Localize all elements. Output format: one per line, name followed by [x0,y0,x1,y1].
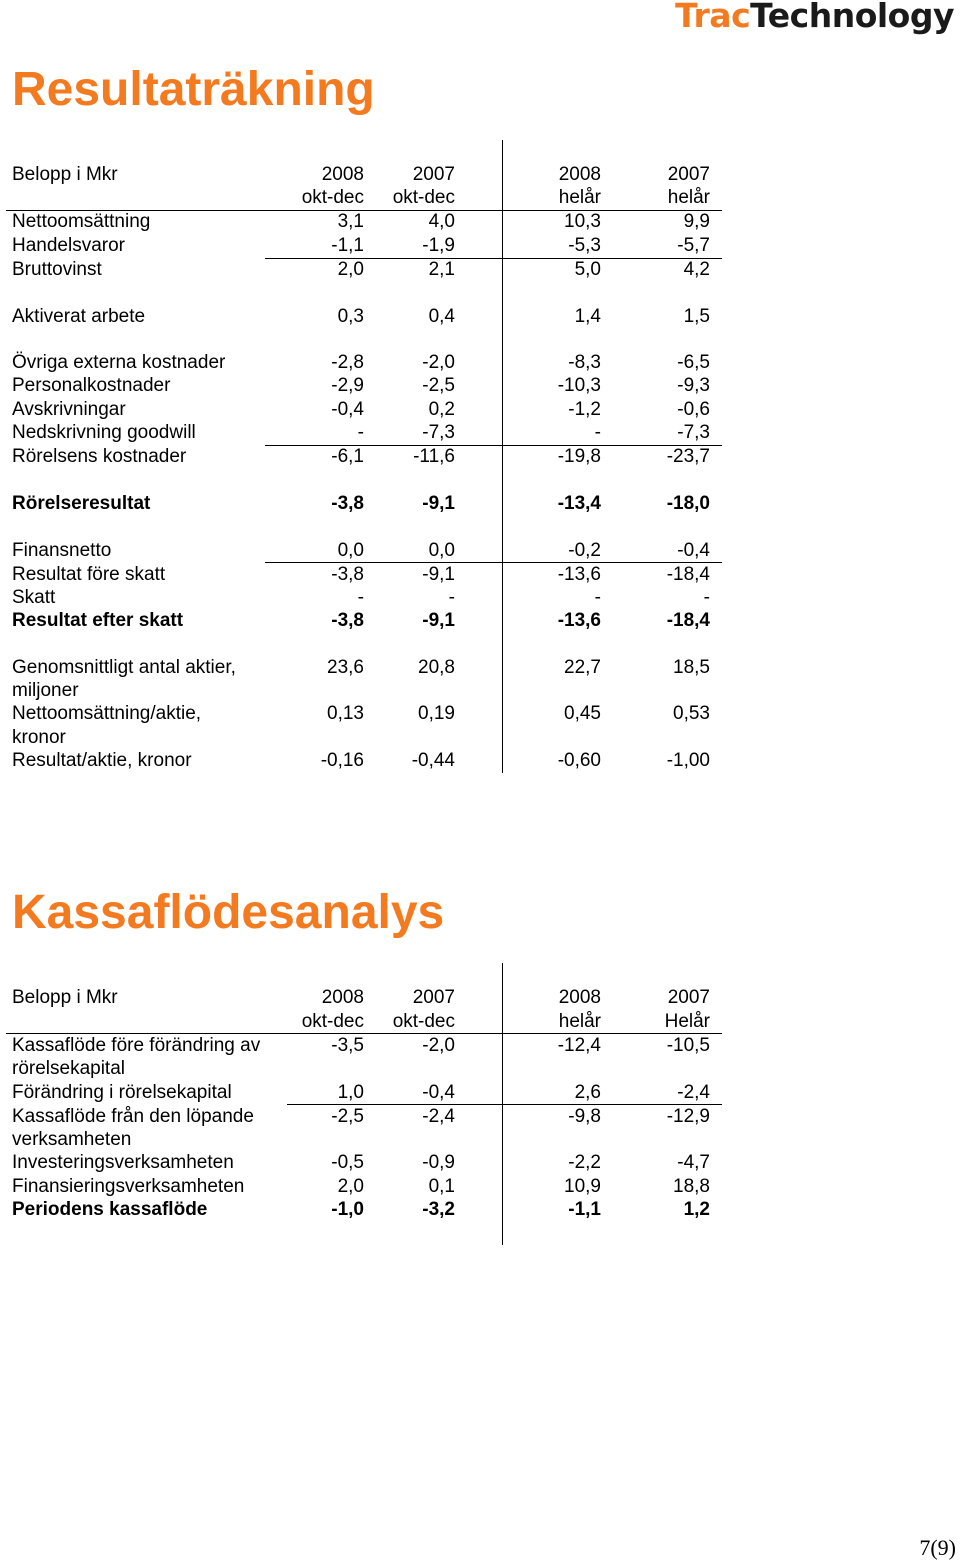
cell-2007-oktdec: -2,5 [422,375,455,396]
cell-2008-oktdec: -2,5 [331,1106,364,1127]
cell-2008-helar: -2,2 [568,1152,601,1173]
cell-2007-oktdec: -2,0 [422,1035,455,1056]
cell-2007-helar: 18,5 [673,657,710,678]
income-header-period-col2: okt-dec [392,187,455,208]
row-label: Resultat före skatt [12,564,166,585]
cell-2007-oktdec: 0,2 [428,399,455,420]
cashflow-header-row-1 [0,986,960,1010]
cell-2008-oktdec: -2,8 [331,352,364,373]
row-label: Genomsnittligt antal aktier, [12,657,236,678]
income-row [0,374,960,398]
cell-2008-helar: -1,2 [568,399,601,420]
cell-2008-helar: -12,4 [557,1035,601,1056]
row-label: Aktiverat arbete [12,306,146,327]
cell-2008-oktdec: -1,0 [331,1199,364,1220]
tractechnology-logo [675,0,954,35]
row-label: Förändring i rörelsekapital [12,1082,232,1103]
cell-2007-oktdec: 2,1 [428,259,455,280]
cell-2008-oktdec: -3,5 [331,1035,364,1056]
cashflow-row [0,1175,960,1199]
cell-2008-oktdec: 23,6 [327,657,364,678]
row-label: Nedskrivning goodwill [12,422,196,443]
row-label: Finansieringsverksamheten [12,1176,245,1197]
cell-2008-oktdec: - [357,422,364,443]
cell-2008-helar: -13,6 [557,610,601,631]
cell-2008-oktdec: -0,4 [331,399,364,420]
income-row-continuation [0,679,960,703]
cell-2008-oktdec: -0,16 [320,750,364,771]
cell-2008-helar: -8,3 [568,352,601,373]
cell-2008-oktdec: -0,5 [331,1152,364,1173]
income-header-label: Belopp i Mkr [12,164,118,185]
cell-2008-oktdec: 3,1 [337,211,364,232]
cashflow-header-period-col2: okt-dec [392,1011,455,1032]
row-label-continuation: verksamheten [12,1129,132,1150]
cell-2008-oktdec: 1,0 [337,1082,364,1103]
cell-2007-oktdec: -11,6 [413,446,455,467]
cell-2008-helar: -5,3 [568,235,601,256]
income-header-col1: 2008 [321,164,364,185]
cell-2007-oktdec: 0,0 [428,540,455,561]
row-label: Rörelseresultat [12,493,151,514]
cell-2007-oktdec: 0,19 [418,703,455,724]
row-label: Finansnetto [12,540,112,561]
cell-2007-oktdec: -2,4 [422,1106,455,1127]
cell-2008-helar: 22,7 [564,657,601,678]
cashflow-header-col1: 2008 [321,987,364,1008]
cell-2007-oktdec: -1,9 [422,235,455,256]
cell-2008-helar: -0,2 [568,540,601,561]
row-label: Avskrivningar [12,399,126,420]
row-label: Resultat efter skatt [12,610,184,631]
cell-2008-helar: - [594,587,601,608]
cashflow-header-label: Belopp i Mkr [12,987,118,1008]
cell-2007-helar: 1,5 [683,306,710,327]
cell-2007-oktdec: 20,8 [418,657,455,678]
row-label: Handelsvaror [12,235,125,256]
cell-2007-oktdec: -9,1 [422,493,455,514]
income-row [0,539,960,563]
cell-2008-helar: -13,4 [557,493,601,514]
income-row [0,421,960,445]
cell-2007-helar: -18,4 [666,610,710,631]
cell-2007-oktdec: -7,3 [422,422,455,443]
income-row [0,258,960,282]
cell-2008-oktdec: 0,3 [337,306,364,327]
income-header-row-1 [0,163,960,187]
cell-2007-helar: -6,5 [677,352,710,373]
cell-2008-oktdec: -3,8 [331,610,364,631]
income-row-continuation [0,726,960,750]
cell-2008-oktdec: -2,9 [331,375,364,396]
row-label: Nettoomsättning [12,211,151,232]
cell-2008-helar: - [594,422,601,443]
cell-2008-helar: -0,60 [557,750,601,771]
row-label: Nettoomsättning/aktie, [12,703,202,724]
row-label-continuation: kronor [12,727,66,748]
cell-2007-helar: 18,8 [673,1176,710,1197]
income-row [0,398,960,422]
row-label-continuation: miljoner [12,680,79,701]
row-label: Resultat/aktie, kronor [12,750,192,771]
cell-2007-oktdec: 0,4 [428,306,455,327]
row-label: Kassaflöde från den löpande [12,1106,254,1127]
cell-2008-helar: 10,9 [564,1176,601,1197]
income-row [0,656,960,680]
cell-2008-helar: -19,8 [557,446,601,467]
cell-2007-helar: -7,3 [677,422,710,443]
cell-2007-helar: -1,00 [666,750,710,771]
row-label-continuation: rörelsekapital [12,1058,125,1079]
row-label: Rörelsens kostnader [12,446,187,467]
cell-2007-oktdec: -2,0 [422,352,455,373]
row-label: Övriga externa kostnader [12,352,226,373]
cashflow-header-period-col1: okt-dec [301,1011,364,1032]
page-number: 7(9) [919,1535,956,1560]
cell-2007-oktdec: 4,0 [428,211,455,232]
cell-2008-helar: 10,3 [564,211,601,232]
cell-2008-oktdec: 0,0 [337,540,364,561]
cashflow-header-row-2 [0,1010,960,1034]
cell-2008-oktdec: 0,13 [327,703,364,724]
row-label: Kassaflöde före förändring av [12,1035,261,1056]
logo-text-trac: Trac [675,0,751,35]
income-row [0,586,960,610]
cell-2007-helar: -4,7 [677,1152,710,1173]
cell-2008-helar: -13,6 [557,564,601,585]
cell-2008-oktdec: 2,0 [337,1176,364,1197]
cashflow-header-col4: 2007 [667,987,710,1008]
income-row [0,305,960,329]
cashflow-row [0,1034,960,1058]
cell-2008-oktdec: -1,1 [331,235,364,256]
cell-2007-oktdec: 0,1 [428,1176,455,1197]
cell-2008-helar: 0,45 [564,703,601,724]
cell-2007-oktdec: -0,4 [422,1082,455,1103]
cell-2007-helar: -10,5 [666,1035,710,1056]
cell-2007-oktdec: - [448,587,455,608]
cell-2007-oktdec: -3,2 [422,1199,455,1220]
cashflow-header-col2: 2007 [412,987,455,1008]
cell-2007-helar: - [703,587,710,608]
cell-2008-helar: -9,8 [568,1106,601,1127]
cashflow-header-col3: 2008 [558,987,601,1008]
cashflow-header-period-col3: helår [558,1011,601,1032]
income-row [0,351,960,375]
income-header-period-col3: helår [558,187,601,208]
income-row [0,492,960,516]
row-label: Skatt [12,587,56,608]
cashflow-row [0,1198,960,1222]
cell-2007-helar: -0,6 [677,399,710,420]
income-header-col3: 2008 [558,164,601,185]
row-label: Periodens kassaflöde [12,1199,208,1220]
cell-2007-helar: 4,2 [683,259,710,280]
cell-2007-helar: -18,0 [666,493,710,514]
cell-2007-oktdec: -9,1 [422,610,455,631]
income-header-period-col1: okt-dec [301,187,364,208]
cell-2008-helar: -10,3 [557,375,601,396]
income-row [0,210,960,234]
cell-2008-oktdec: - [357,587,364,608]
cell-2007-helar: 9,9 [683,211,710,232]
cell-2007-helar: -23,7 [666,446,710,467]
income-statement-title: Resultaträkning [12,63,375,116]
cash-flow-title: Kassaflödesanalys [12,886,445,939]
income-header-col2: 2007 [412,164,455,185]
income-row [0,609,960,633]
income-header-row-2 [0,186,960,210]
income-header-period-col4: helår [667,187,710,208]
cell-2008-helar: 2,6 [574,1082,601,1103]
cell-2008-helar: -1,1 [568,1199,601,1220]
income-row [0,234,960,258]
cell-2007-oktdec: -0,44 [411,750,455,771]
cell-2007-helar: 1,2 [683,1199,710,1220]
cashflow-row-continuation [0,1128,960,1152]
cell-2007-helar: -2,4 [677,1082,710,1103]
cell-2007-helar: -18,4 [666,564,710,585]
cashflow-row-continuation [0,1057,960,1081]
cell-2008-helar: 5,0 [574,259,601,280]
cashflow-row [0,1081,960,1105]
income-header-col4: 2007 [667,164,710,185]
cell-2007-helar: -12,9 [666,1106,710,1127]
income-row [0,445,960,469]
cashflow-header-period-col4: Helår [664,1011,710,1032]
cell-2007-oktdec: -0,9 [422,1152,455,1173]
income-row [0,749,960,773]
row-label: Personalkostnader [12,375,171,396]
cell-2008-oktdec: -3,8 [331,493,364,514]
cell-2008-oktdec: 2,0 [337,259,364,280]
cell-2008-helar: 1,4 [574,306,601,327]
cell-2008-oktdec: -6,1 [331,446,364,467]
cell-2007-helar: -9,3 [677,375,710,396]
cell-2007-helar: 0,53 [673,703,710,724]
cell-2007-oktdec: -9,1 [422,564,455,585]
income-row [0,563,960,587]
cell-2007-helar: -5,7 [677,235,710,256]
cashflow-row [0,1105,960,1129]
row-label: Investeringsverksamheten [12,1152,234,1173]
cashflow-row [0,1151,960,1175]
cell-2008-oktdec: -3,8 [331,564,364,585]
row-label: Bruttovinst [12,259,102,280]
cell-2007-helar: -0,4 [677,540,710,561]
logo-text-technology: Technology [750,0,954,35]
income-row [0,702,960,726]
